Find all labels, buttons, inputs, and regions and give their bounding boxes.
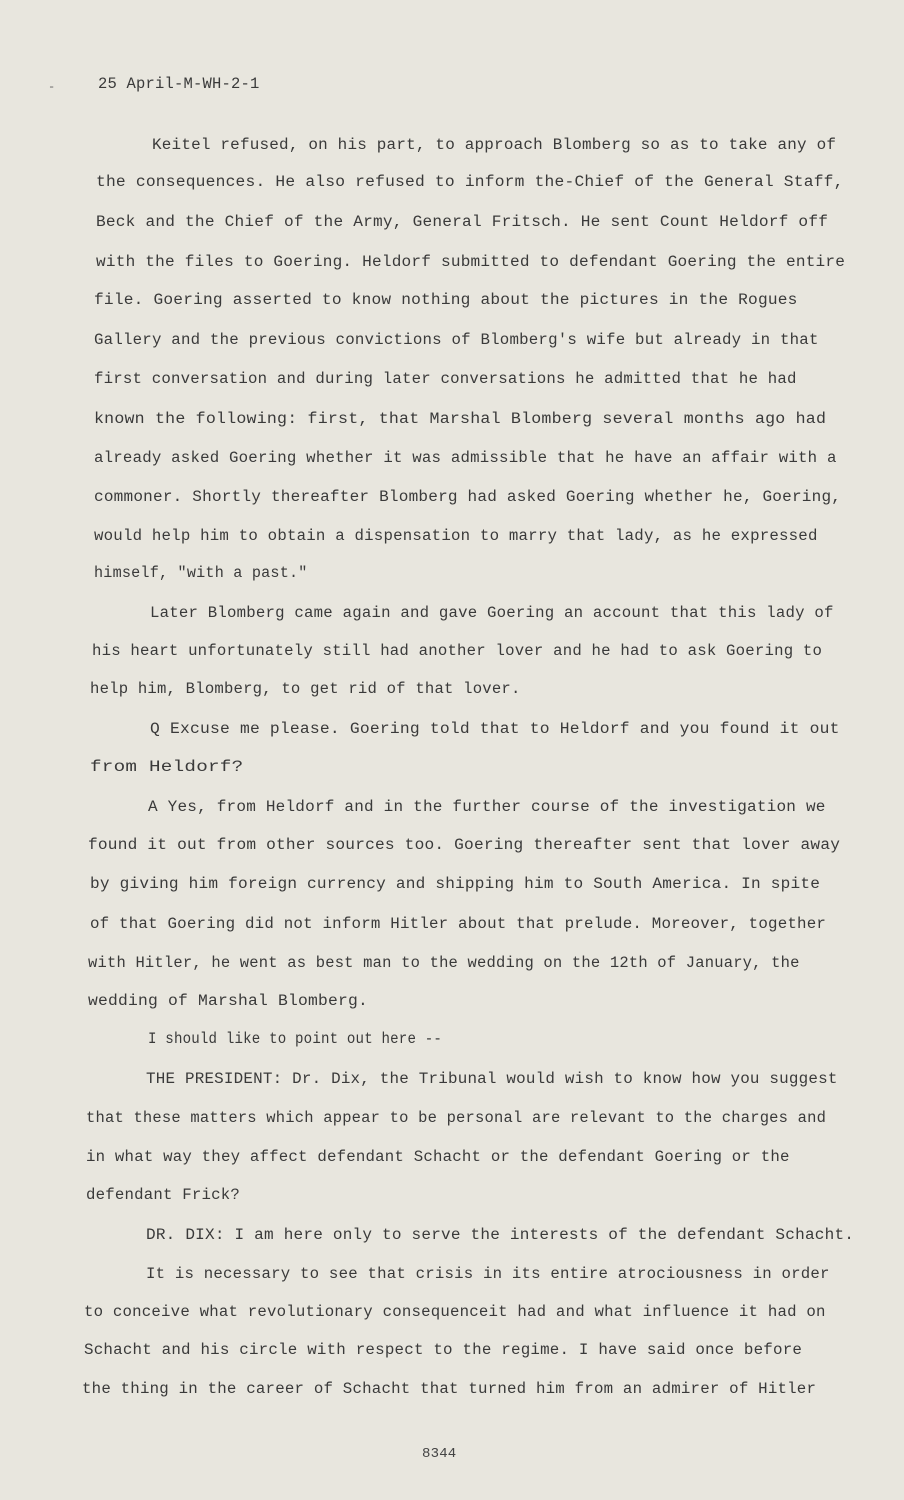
text-line: wedding of Marshal Blomberg.	[88, 992, 369, 1010]
text-line: Schacht and his circle with respect to the regime. I have said once before	[84, 1341, 803, 1359]
text-line: Beck and the Chief of the Army, General Fritsch. He sent Count Heldorf off	[96, 213, 829, 231]
text-line: commoner. Shortly thereafter Blomberg had asked Goering whether he, Goering,	[94, 488, 842, 506]
text-line: himself, "with a past."	[94, 564, 308, 582]
text-line: Keitel refused, on his part, to approach Blomberg so as to take any of	[152, 136, 837, 154]
text-line: Gallery and the previous convictions of Blomberg's wife but already in that	[94, 331, 819, 349]
text-line: found it out from other sources too. Goering thereafter sent that lover away	[88, 836, 841, 854]
page-header: 25 April-M-WH-2-1	[98, 75, 260, 93]
text-line: with Hitler, he went as best man to the wedding on the 12th of January, the	[88, 954, 800, 972]
text-line: his heart unfortunately still had another lover and he had to ask Goering to	[92, 642, 823, 660]
text-line: It is necessary to see that crisis in its entire atrociousness in order	[146, 1265, 830, 1283]
text-line: would help him to obtain a dispensation to marry that lady, as he expressed	[94, 527, 818, 545]
text-line: Q Excuse me please. Goering told that to Heldorf and you found it out	[150, 720, 840, 738]
text-line: THE PRESIDENT: Dr. Dix, the Tribunal would wish to know how you suggest	[146, 1070, 838, 1088]
text-line: DR. DIX: I am here only to serve the interests of the defendant Schacht.	[146, 1226, 855, 1244]
margin-mark: -	[48, 80, 56, 94]
text-line: of that Goering did not inform Hitler about that prelude. Moreover, together	[90, 915, 827, 933]
text-line: with the files to Goering. Heldorf submitted to defendant Goering the entire	[96, 253, 846, 271]
text-line: Later Blomberg came again and gave Goering an account that this lady of	[150, 604, 834, 622]
text-line: already asked Goering whether it was admissible that he have an affair with a	[94, 449, 837, 467]
text-line: by giving him foreign currency and shipping him to South America. In spite	[90, 875, 821, 893]
text-line: A Yes, from Heldorf and in the further course of the investigation we	[148, 798, 826, 816]
text-line: in what way they affect defendant Schacht or the defendant Goering or the	[86, 1148, 790, 1166]
text-line: from Heldorf?	[90, 758, 244, 776]
text-line: I should like to point out here --	[148, 1030, 443, 1048]
text-line: first conversation and during later conversations he admitted that he had	[94, 370, 797, 388]
text-line: known the following: first, that Marshal Blomberg several months ago had	[94, 410, 827, 428]
text-line: that these matters which appear to be personal are relevant to the charges and	[86, 1109, 827, 1127]
text-line: help him, Blomberg, to get rid of that lover.	[90, 680, 521, 698]
text-line: the consequences. He also refused to inform the-Chief of the General Staff,	[96, 173, 844, 191]
text-line: the thing in the career of Schacht that turned him from an admirer of Hitler	[82, 1380, 817, 1398]
text-line: file. Goering asserted to know nothing about the pictures in the Rogues	[94, 291, 798, 309]
page-number: 8344	[422, 1446, 457, 1462]
text-line: defendant Frick?	[86, 1186, 241, 1204]
text-line: to conceive what revolutionary consequenceit had and what influence it had on	[84, 1303, 826, 1321]
